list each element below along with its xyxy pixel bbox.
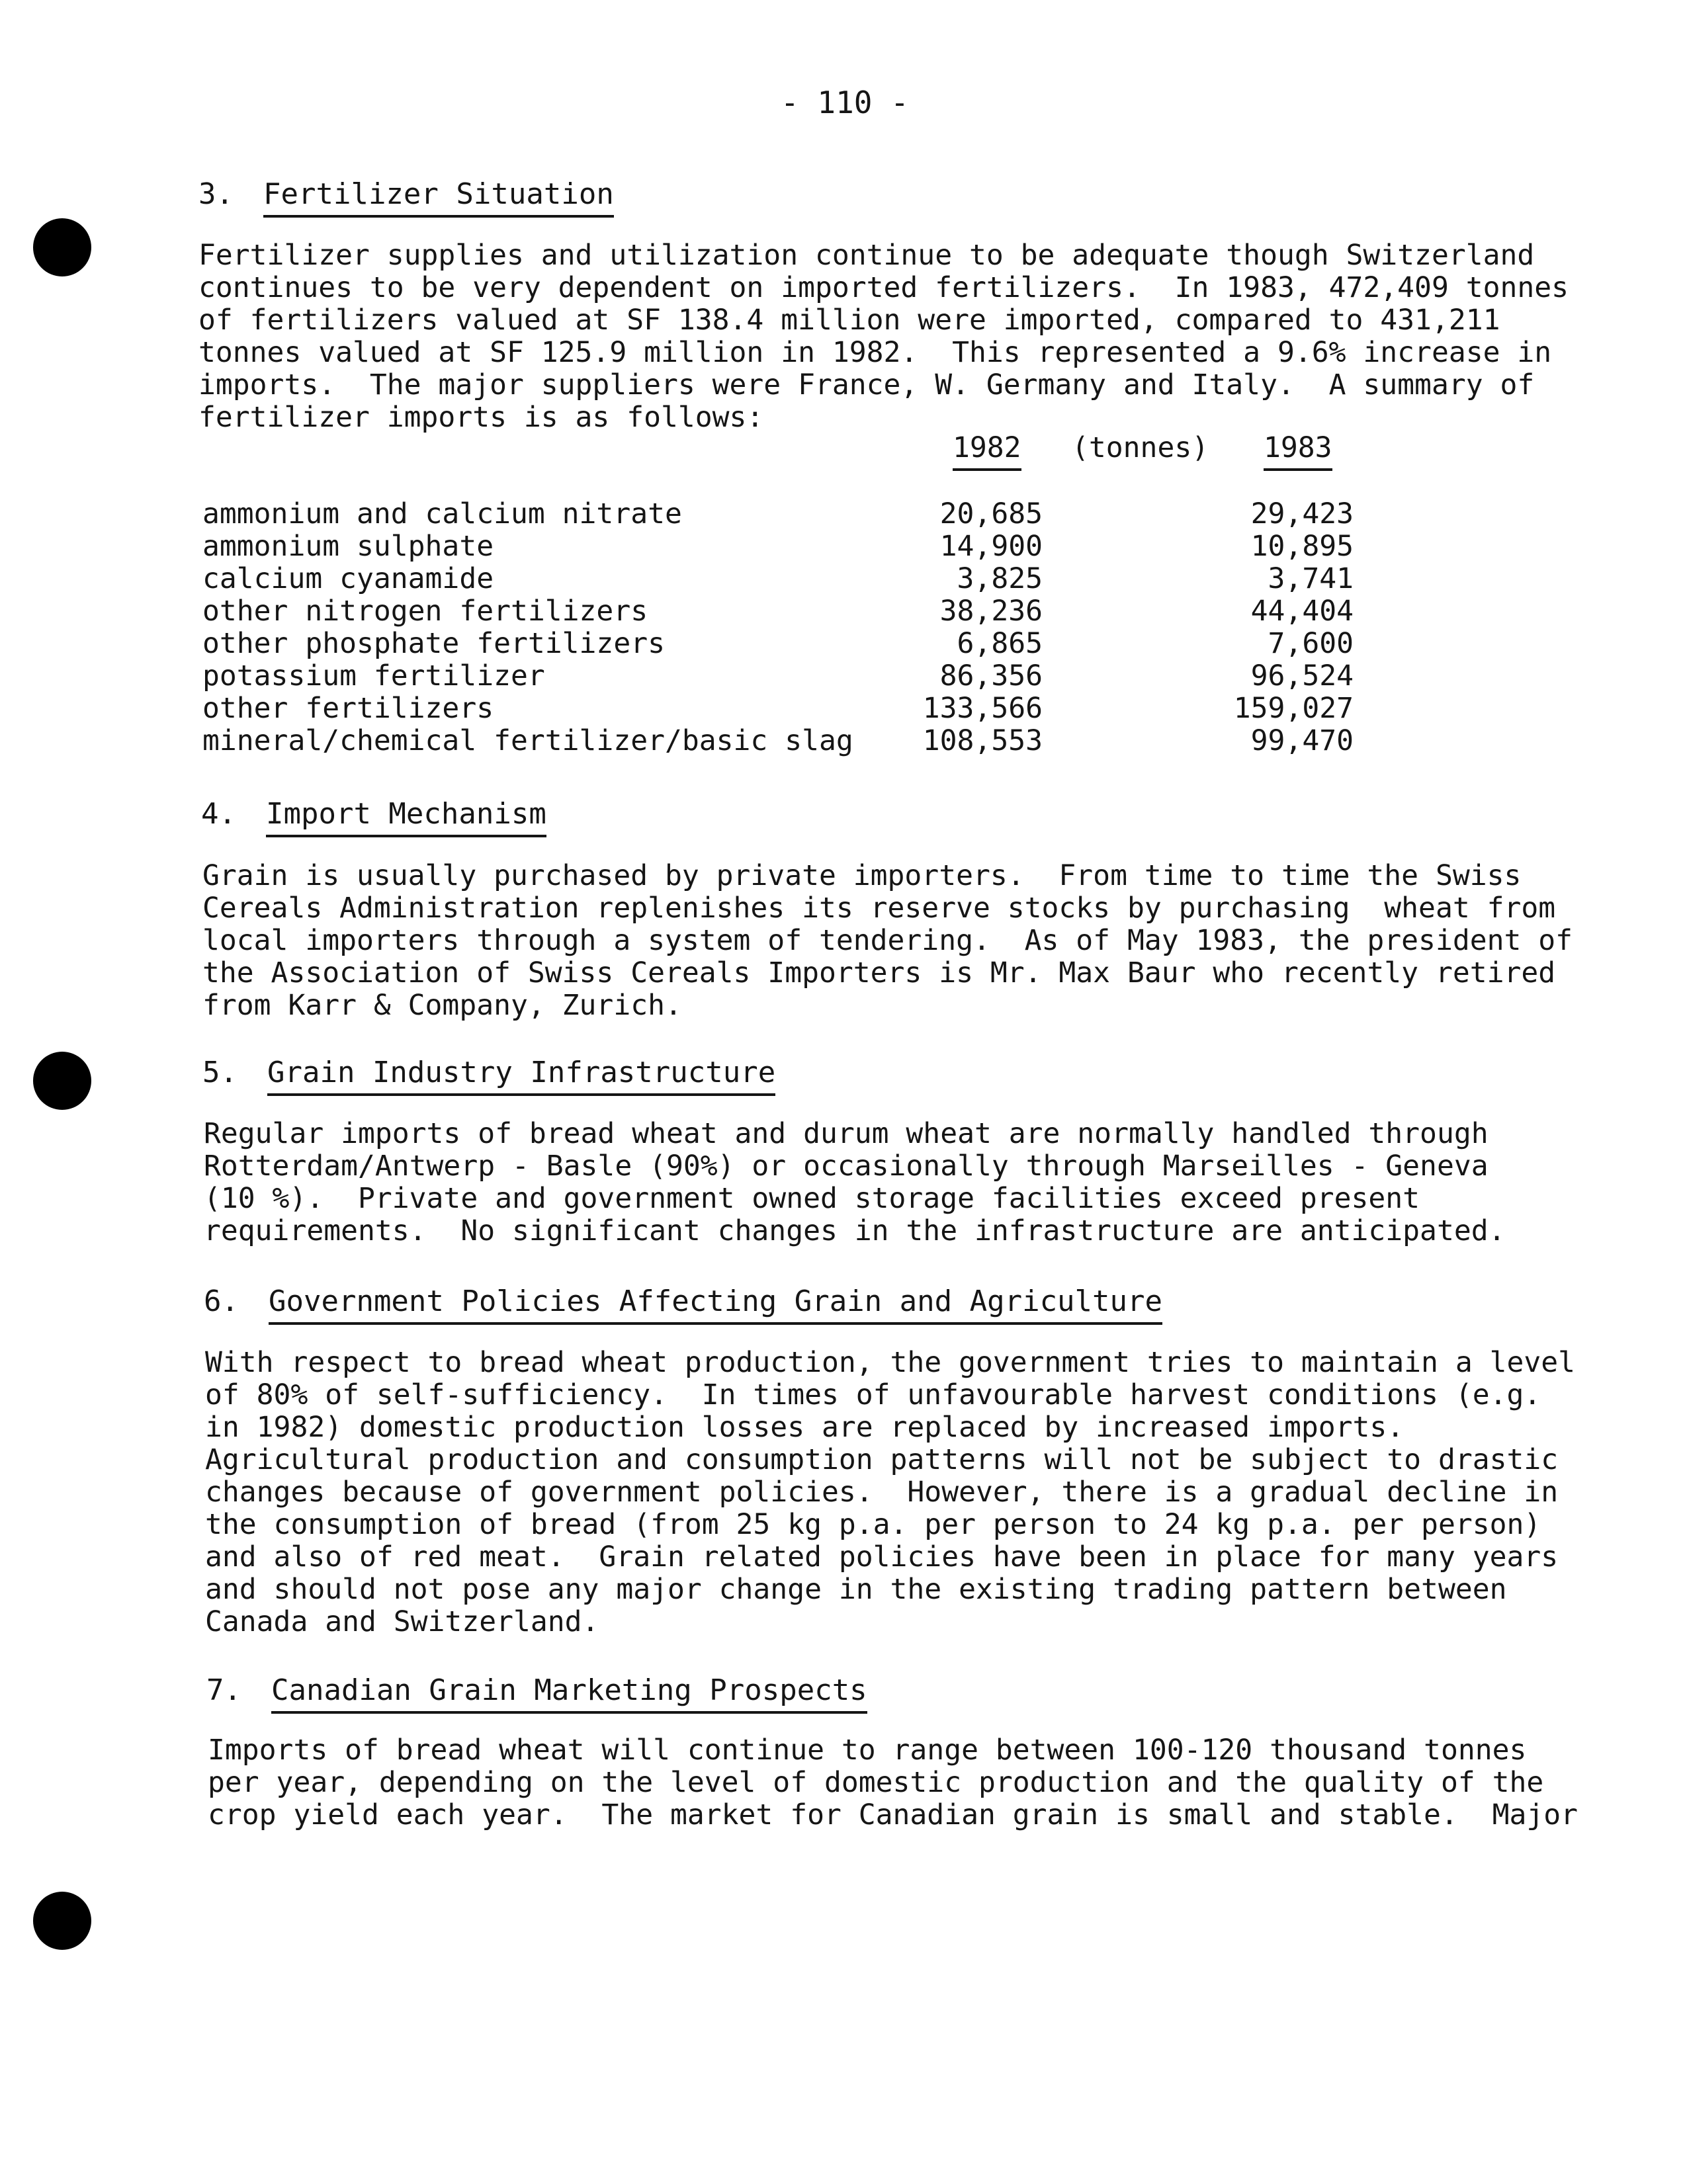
section-number: 7.: [206, 1673, 241, 1707]
table-row: [202, 562, 1367, 595]
column-header-unit: (tonnes): [1072, 431, 1209, 464]
value-1982: 133,566: [922, 692, 1043, 725]
row-label: ammonium and calcium nitrate: [202, 497, 682, 530]
section-title: Canadian Grain Marketing Prospects: [271, 1673, 867, 1714]
page-number: - 110 -: [781, 85, 909, 120]
value-1982: 3,825: [957, 562, 1043, 595]
section-body-grain-industry-infrastructure: Regular imports of bread wheat and durum wheat are normally handled through Rotterdam/Antwerp - Basle (90%) or occasionally through Marseilles - Geneva (10 %). Private and government owned storage facilities exceed present requirements. No significant changes in the infrastructure are anticipated.: [204, 1117, 1506, 1247]
value-1982: 14,900: [939, 530, 1043, 563]
column-header-1983: 1983: [1264, 431, 1332, 471]
value-1982: 20,685: [939, 497, 1043, 530]
section-title: Import Mechanism: [266, 797, 546, 837]
section-heading-canadian-grain-marketing: [206, 1673, 867, 1707]
value-1983: 3,741: [1268, 562, 1354, 595]
value-1982: 6,865: [957, 627, 1043, 660]
fertilizer-table-header: [953, 431, 1363, 471]
value-1983: 96,524: [1250, 659, 1354, 693]
section-heading-grain-industry-infrastructure: [202, 1056, 775, 1089]
table-row: [202, 497, 1367, 530]
section-heading-government-policies: [204, 1284, 1162, 1318]
section-heading-import-mechanism: [201, 797, 546, 831]
section-number: 4.: [201, 797, 236, 831]
section-title: Government Policies Affecting Grain and Agriculture: [269, 1284, 1162, 1325]
fertilizer-imports-table: [202, 497, 1367, 757]
section-body-import-mechanism: Grain is usually purchased by private importers. From time to time the Swiss Cereals Administration replenishes its reserve stocks by purchasing wheat from local importers through a system of tendering. As of May 1983, the president of the Association of Swiss Cereals Importers is Mr. Max Baur who recently retired from Karr & Company, Zurich.: [202, 859, 1573, 1022]
binder-hole: [33, 218, 91, 276]
row-label: ammonium sulphate: [202, 530, 494, 563]
value-1982: 86,356: [939, 659, 1043, 693]
section-body-canadian-grain-marketing: Imports of bread wheat will continue to range between 100-120 thousand tonnes per year, depending on the level of domestic production and the quality of the crop yield each year. The market for Canadian grain is small and stable. Major: [208, 1734, 1578, 1831]
value-1983: 99,470: [1250, 724, 1354, 757]
section-number: 6.: [204, 1284, 239, 1318]
section-title: Grain Industry Infrastructure: [267, 1056, 775, 1096]
table-row: [202, 692, 1367, 724]
row-label: potassium fertilizer: [202, 659, 545, 693]
section-number: 5.: [202, 1056, 238, 1089]
table-row: [202, 595, 1367, 627]
row-label: calcium cyanamide: [202, 562, 494, 595]
value-1982: 38,236: [939, 595, 1043, 628]
row-label: mineral/chemical fertilizer/basic slag: [202, 724, 853, 757]
section-body-fertilizer-situation: Fertilizer supplies and utilization continue to be adequate though Switzerland continues to be very dependent on imported fertilizers. In 1983, 472,409 tonnes of fertilizers valued at SF 138.4 million were imported, compared to 431,211 tonnes valued at SF 125.9 million in 1982. This represented a 9.6% increase in imports. The major suppliers were France, W. Germany and Italy. A summary of fertilizer imports is as follows:: [198, 239, 1569, 434]
section-title: Fertilizer Situation: [263, 177, 614, 218]
binder-hole: [33, 1052, 91, 1110]
row-label: other phosphate fertilizers: [202, 627, 665, 660]
value-1983: 10,895: [1250, 530, 1354, 563]
value-1983: 7,600: [1268, 627, 1354, 660]
value-1983: 44,404: [1250, 595, 1354, 628]
table-row: [202, 530, 1367, 562]
table-row: [202, 659, 1367, 692]
column-header-1982: 1982: [953, 431, 1021, 471]
binder-hole: [33, 1892, 91, 1950]
table-row: [202, 724, 1367, 757]
value-1982: 108,553: [922, 724, 1043, 757]
value-1983: 29,423: [1250, 497, 1354, 530]
section-number: 3.: [198, 177, 234, 211]
value-1983: 159,027: [1233, 692, 1354, 725]
row-label: other fertilizers: [202, 692, 494, 725]
row-label: other nitrogen fertilizers: [202, 595, 648, 628]
section-heading-fertilizer-situation: [198, 177, 614, 211]
table-row: [202, 627, 1367, 659]
section-body-government-policies: With respect to bread wheat production, the government tries to maintain a level of 80% of self-sufficiency. In times of unfavourable harvest conditions (e.g. in 1982) domestic production losses are replaced by increased imports. Agricultural production and consumption patterns will not be subject to drastic changes because of government policies. However, there is a gradual decline in the consumption of bread (from 25 kg p.a. per person to 24 kg p.a. per person) and also of red meat. Grain related policies have been in place for many years and should not pose any major change in the existing trading pattern between Canada and Switzerland.: [205, 1346, 1576, 1638]
